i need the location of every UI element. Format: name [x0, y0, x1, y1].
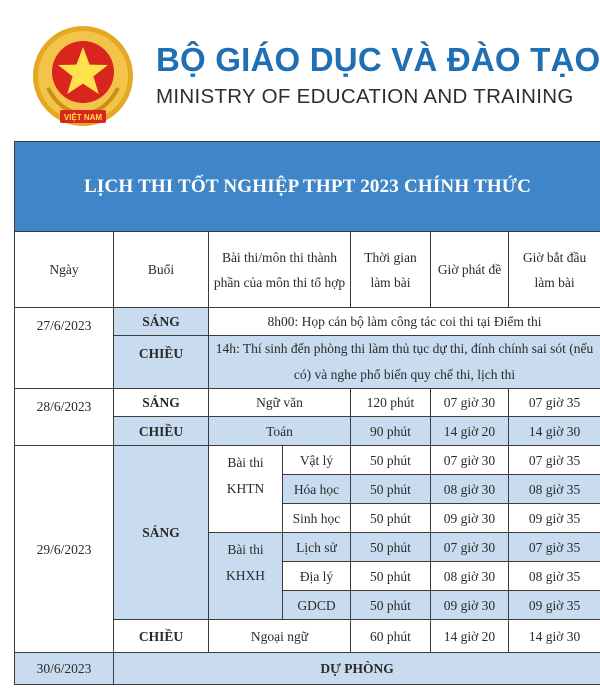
release-time-cell: 09 giờ 30: [431, 504, 509, 533]
start-time-cell: 14 giờ 30: [509, 417, 600, 446]
table-row: [15, 653, 600, 685]
subject-cell: Hóa học: [283, 475, 351, 504]
header-subject: Bài thi/môn thi thành phần của môn thi tổ hợp: [209, 232, 351, 308]
header-release-time: Giờ phát đề: [431, 232, 509, 308]
start-time-cell: 08 giờ 35: [509, 562, 600, 591]
session-cell: SÁNG: [114, 308, 209, 336]
start-time-cell: 09 giờ 35: [509, 504, 600, 533]
table-title-row: [15, 142, 600, 232]
emblem-banner-text: VIỆT NAM: [63, 113, 103, 122]
duration-cell: 60 phút: [351, 620, 431, 653]
duration-cell: 50 phút: [351, 446, 431, 475]
date-cell: 27/6/2023: [15, 308, 114, 389]
table-header-row: [15, 232, 600, 308]
subject-cell: Ngoại ngữ: [209, 620, 351, 653]
session-cell: SÁNG: [114, 389, 209, 417]
release-time-cell: 14 giờ 20: [431, 620, 509, 653]
ministry-name: [156, 40, 600, 112]
page-header: [0, 0, 600, 140]
duration-cell: 50 phút: [351, 504, 431, 533]
note-cell: 14h: Thí sinh đến phòng thi làm thủ tục dự thi, đính chính sai sót (nếu có) và nghe phổ biến quy chế thi, lịch thi: [209, 336, 600, 389]
session-cell: CHIỀU: [114, 620, 209, 653]
date-cell: 29/6/2023: [15, 446, 114, 653]
subject-cell: Địa lý: [283, 562, 351, 591]
subject-cell: Ngữ văn: [209, 389, 351, 417]
note-cell: DỰ PHÒNG: [114, 653, 600, 685]
table-row: [15, 389, 600, 417]
header-session: Buổi: [114, 232, 209, 308]
duration-cell: 50 phút: [351, 475, 431, 504]
subject-cell: Toán: [209, 417, 351, 446]
date-cell: 28/6/2023: [15, 389, 114, 446]
subject-cell: GDCD: [283, 591, 351, 620]
duration-cell: 50 phút: [351, 562, 431, 591]
header-duration: Thời gian làm bài: [351, 232, 431, 308]
start-time-cell: 07 giờ 35: [509, 533, 600, 562]
subject-cell: Vật lý: [283, 446, 351, 475]
exam-schedule-table: [14, 141, 600, 685]
table-row: [15, 446, 600, 475]
exam-group-khxh: Bài thi KHXH: [209, 533, 283, 620]
exam-schedule: [14, 141, 600, 692]
release-time-cell: 08 giờ 30: [431, 562, 509, 591]
start-time-cell: 07 giờ 35: [509, 446, 600, 475]
header-start-time: Giờ bắt đầu làm bài: [509, 232, 600, 308]
start-time-cell: 08 giờ 35: [509, 475, 600, 504]
duration-cell: 90 phút: [351, 417, 431, 446]
duration-cell: 50 phút: [351, 591, 431, 620]
release-time-cell: 14 giờ 20: [431, 417, 509, 446]
national-emblem-icon: [30, 26, 136, 132]
header-date: Ngày: [15, 232, 114, 308]
subject-cell: Sinh học: [283, 504, 351, 533]
ministry-name-vietnamese: BỘ GIÁO DỤC VÀ ĐÀO TẠO: [156, 41, 600, 78]
session-cell: CHIỀU: [114, 417, 209, 446]
date-cell: 30/6/2023: [15, 653, 114, 685]
duration-cell: 50 phút: [351, 533, 431, 562]
start-time-cell: 07 giờ 35: [509, 389, 600, 417]
release-time-cell: 07 giờ 30: [431, 389, 509, 417]
release-time-cell: 07 giờ 30: [431, 446, 509, 475]
session-cell: CHIỀU: [114, 336, 209, 389]
ministry-name-english: MINISTRY OF EDUCATION AND TRAINING: [156, 85, 574, 108]
session-cell: SÁNG: [114, 446, 209, 620]
subject-cell: Lịch sử: [283, 533, 351, 562]
table-row: [15, 308, 600, 336]
release-time-cell: 08 giờ 30: [431, 475, 509, 504]
table-title: LỊCH THI TỐT NGHIỆP THPT 2023 CHÍNH THỨC: [15, 142, 600, 232]
start-time-cell: 14 giờ 30: [509, 620, 600, 653]
duration-cell: 120 phút: [351, 389, 431, 417]
exam-group-khtn: Bài thi KHTN: [209, 446, 283, 533]
release-time-cell: 09 giờ 30: [431, 591, 509, 620]
start-time-cell: 09 giờ 35: [509, 591, 600, 620]
release-time-cell: 07 giờ 30: [431, 533, 509, 562]
note-cell: 8h00: Họp cán bộ làm công tác coi thi tại Điểm thi: [209, 308, 600, 336]
